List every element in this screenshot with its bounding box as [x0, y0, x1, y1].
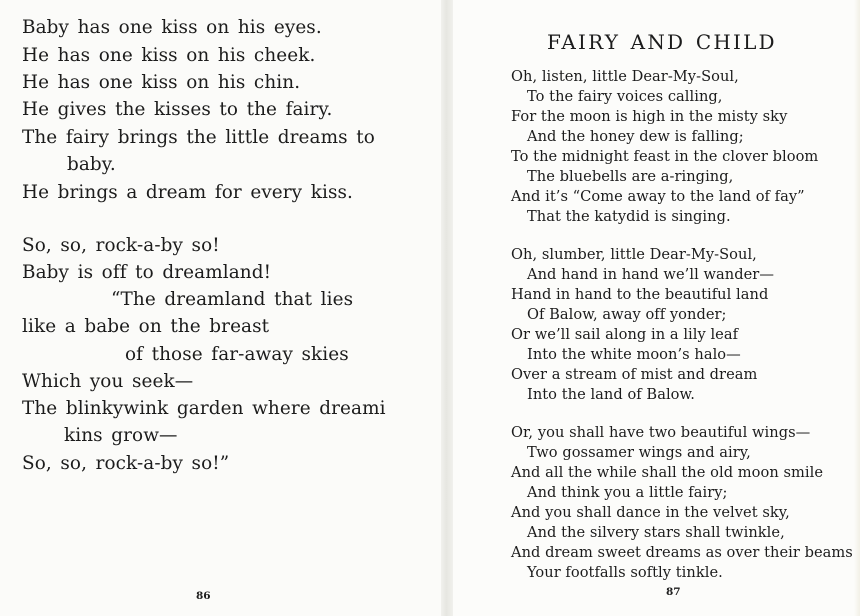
poem-line: And you shall dance in the velvet sky,	[511, 504, 790, 521]
poem-line: Two gossamer wings and airy,	[527, 444, 751, 461]
poem-line: And the honey dew is falling;	[527, 128, 744, 145]
poem-line: So, so, rock-a-by so!”	[22, 453, 230, 474]
poem-line: Oh, listen, little Dear-My-Soul,	[511, 68, 739, 85]
poem-line: He has one kiss on his cheek.	[22, 45, 316, 66]
poem-line: That the katydid is singing.	[527, 208, 731, 225]
poem-line: The blinkywink garden where dreami	[22, 398, 386, 419]
poem-line: Baby has one kiss on his eyes.	[22, 17, 322, 38]
poem-line: Baby is off to dreamland!	[22, 262, 272, 283]
poem-title: FAIRY AND CHILD	[547, 30, 777, 54]
poem-line: And dream sweet dreams as over their beams	[511, 544, 853, 561]
poem-line: Into the white moon’s halo—	[527, 346, 741, 363]
poem-line: Your footfalls softly tinkle.	[527, 564, 723, 581]
poem-line: And hand in hand we’ll wander—	[527, 266, 774, 283]
poem-line: And think you a little fairy;	[527, 484, 728, 501]
poem-line: He brings a dream for every kiss.	[22, 182, 353, 203]
poem-line: kins grow—	[64, 425, 178, 446]
poem-line: To the fairy voices calling,	[527, 88, 723, 105]
page-edge	[854, 0, 860, 616]
poem-line: like a babe on the breast	[22, 316, 270, 337]
poem-line: Over a stream of mist and dream	[511, 366, 758, 383]
poem-line: of those far-away skies	[125, 344, 349, 365]
poem-line: Of Balow, away off yonder;	[527, 306, 727, 323]
poem-line: baby.	[67, 154, 116, 175]
poem-line: To the midnight feast in the clover bloom	[511, 148, 819, 165]
page-number: 87	[666, 586, 681, 598]
poem-line: He has one kiss on his chin.	[22, 72, 301, 93]
poem-line: Hand in hand to the beautiful land	[511, 286, 769, 303]
poem-line: Oh, slumber, little Dear-My-Soul,	[511, 246, 757, 263]
poem-line: Into the land of Balow.	[527, 386, 695, 403]
page-number: 86	[196, 590, 211, 602]
poem-line: And the silvery stars shall twinkle,	[527, 524, 785, 541]
poem-line: He gives the kisses to the fairy.	[22, 99, 333, 120]
poem-line: “The dreamland that lies	[111, 289, 354, 310]
poem-line: For the moon is high in the misty sky	[511, 108, 788, 125]
poem-line: The fairy brings the little dreams to	[22, 127, 375, 148]
book-gutter	[441, 0, 453, 616]
poem-line: Or we’ll sail along in a lily leaf	[511, 326, 739, 343]
poem-line: And it’s “Come away to the land of fay”	[511, 188, 805, 205]
poem-line: So, so, rock-a-by so!	[22, 235, 220, 256]
poem-line: The bluebells are a-ringing,	[527, 168, 734, 185]
poem-line: Which you seek—	[22, 371, 194, 392]
poem-line: And all the while shall the old moon smile	[511, 464, 824, 481]
poem-line: Or, you shall have two beautiful wings—	[511, 424, 811, 441]
